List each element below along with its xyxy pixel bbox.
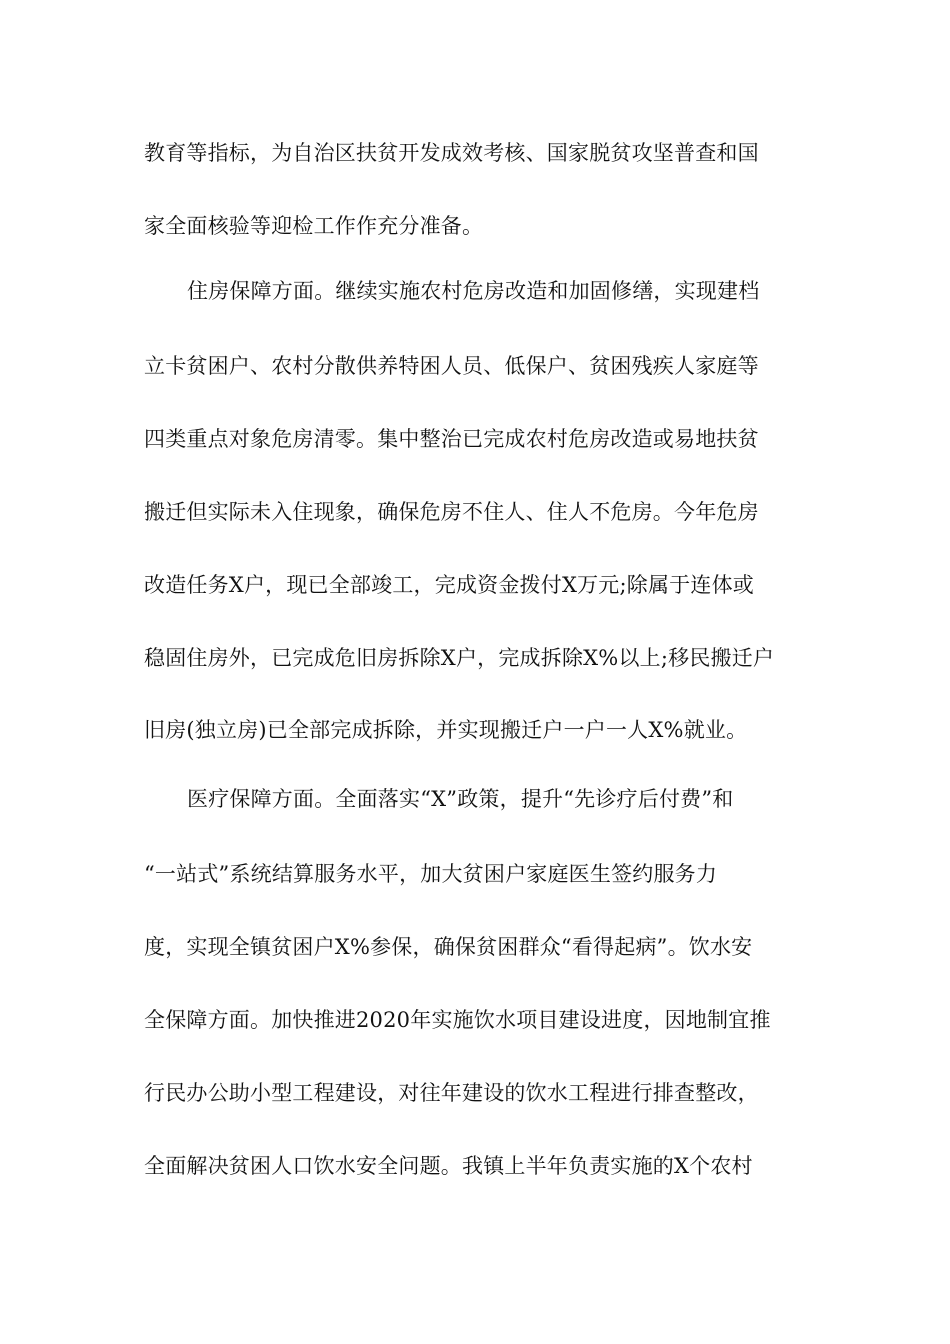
text-line: 度，实现全镇贫困户X%参保，确保贫困群众“看得起病”。饮水安 <box>144 935 753 959</box>
paragraph-start-line: 住房保障方面。继续实施农村危房改造和加固修缮，实现建档 <box>187 279 760 303</box>
text-line: 搬迁但实际未入住现象，确保危房不住人、住人不危房。今年危房 <box>144 500 759 524</box>
text-line: 行民办公助小型工程建设，对往年建设的饮水工程进行排查整改， <box>144 1081 759 1105</box>
text-line: 四类重点对象危房清零。集中整治已完成农村危房改造或易地扶贫 <box>144 427 759 451</box>
paragraph-start-line: 医疗保障方面。全面落实“X”政策，提升“先诊疗后付费”和 <box>187 787 734 811</box>
text-line: “一站式”系统结算服务水平，加大贫困户家庭医生签约服务力 <box>144 862 718 886</box>
text-line: 教育等指标，为自治区扶贫开发成效考核、国家脱贫攻坚普查和国 <box>144 141 759 165</box>
text-line: 立卡贫困户、农村分散供养特困人员、低保户、贫困残疾人家庭等 <box>144 354 759 378</box>
text-line: 家全面核验等迎检工作作充分准备。 <box>144 214 484 238</box>
text-line: 全面解决贫困人口饮水安全问题。我镇上半年负责实施的X个农村 <box>144 1154 753 1178</box>
text-line: 稳固住房外，已完成危旧房拆除X户，完成拆除X%以上;移民搬迁户 <box>144 646 775 670</box>
text-line: 改造任务X户，现已全部竣工，完成资金拨付X万元;除属于连体或 <box>144 573 754 597</box>
text-line: 旧房(独立房)已全部完成拆除，并实现搬迁户一户一人X%就业。 <box>144 718 748 742</box>
text-line: 全保障方面。加快推进2020年实施饮水项目建设进度，因地制宜推 <box>144 1008 771 1032</box>
